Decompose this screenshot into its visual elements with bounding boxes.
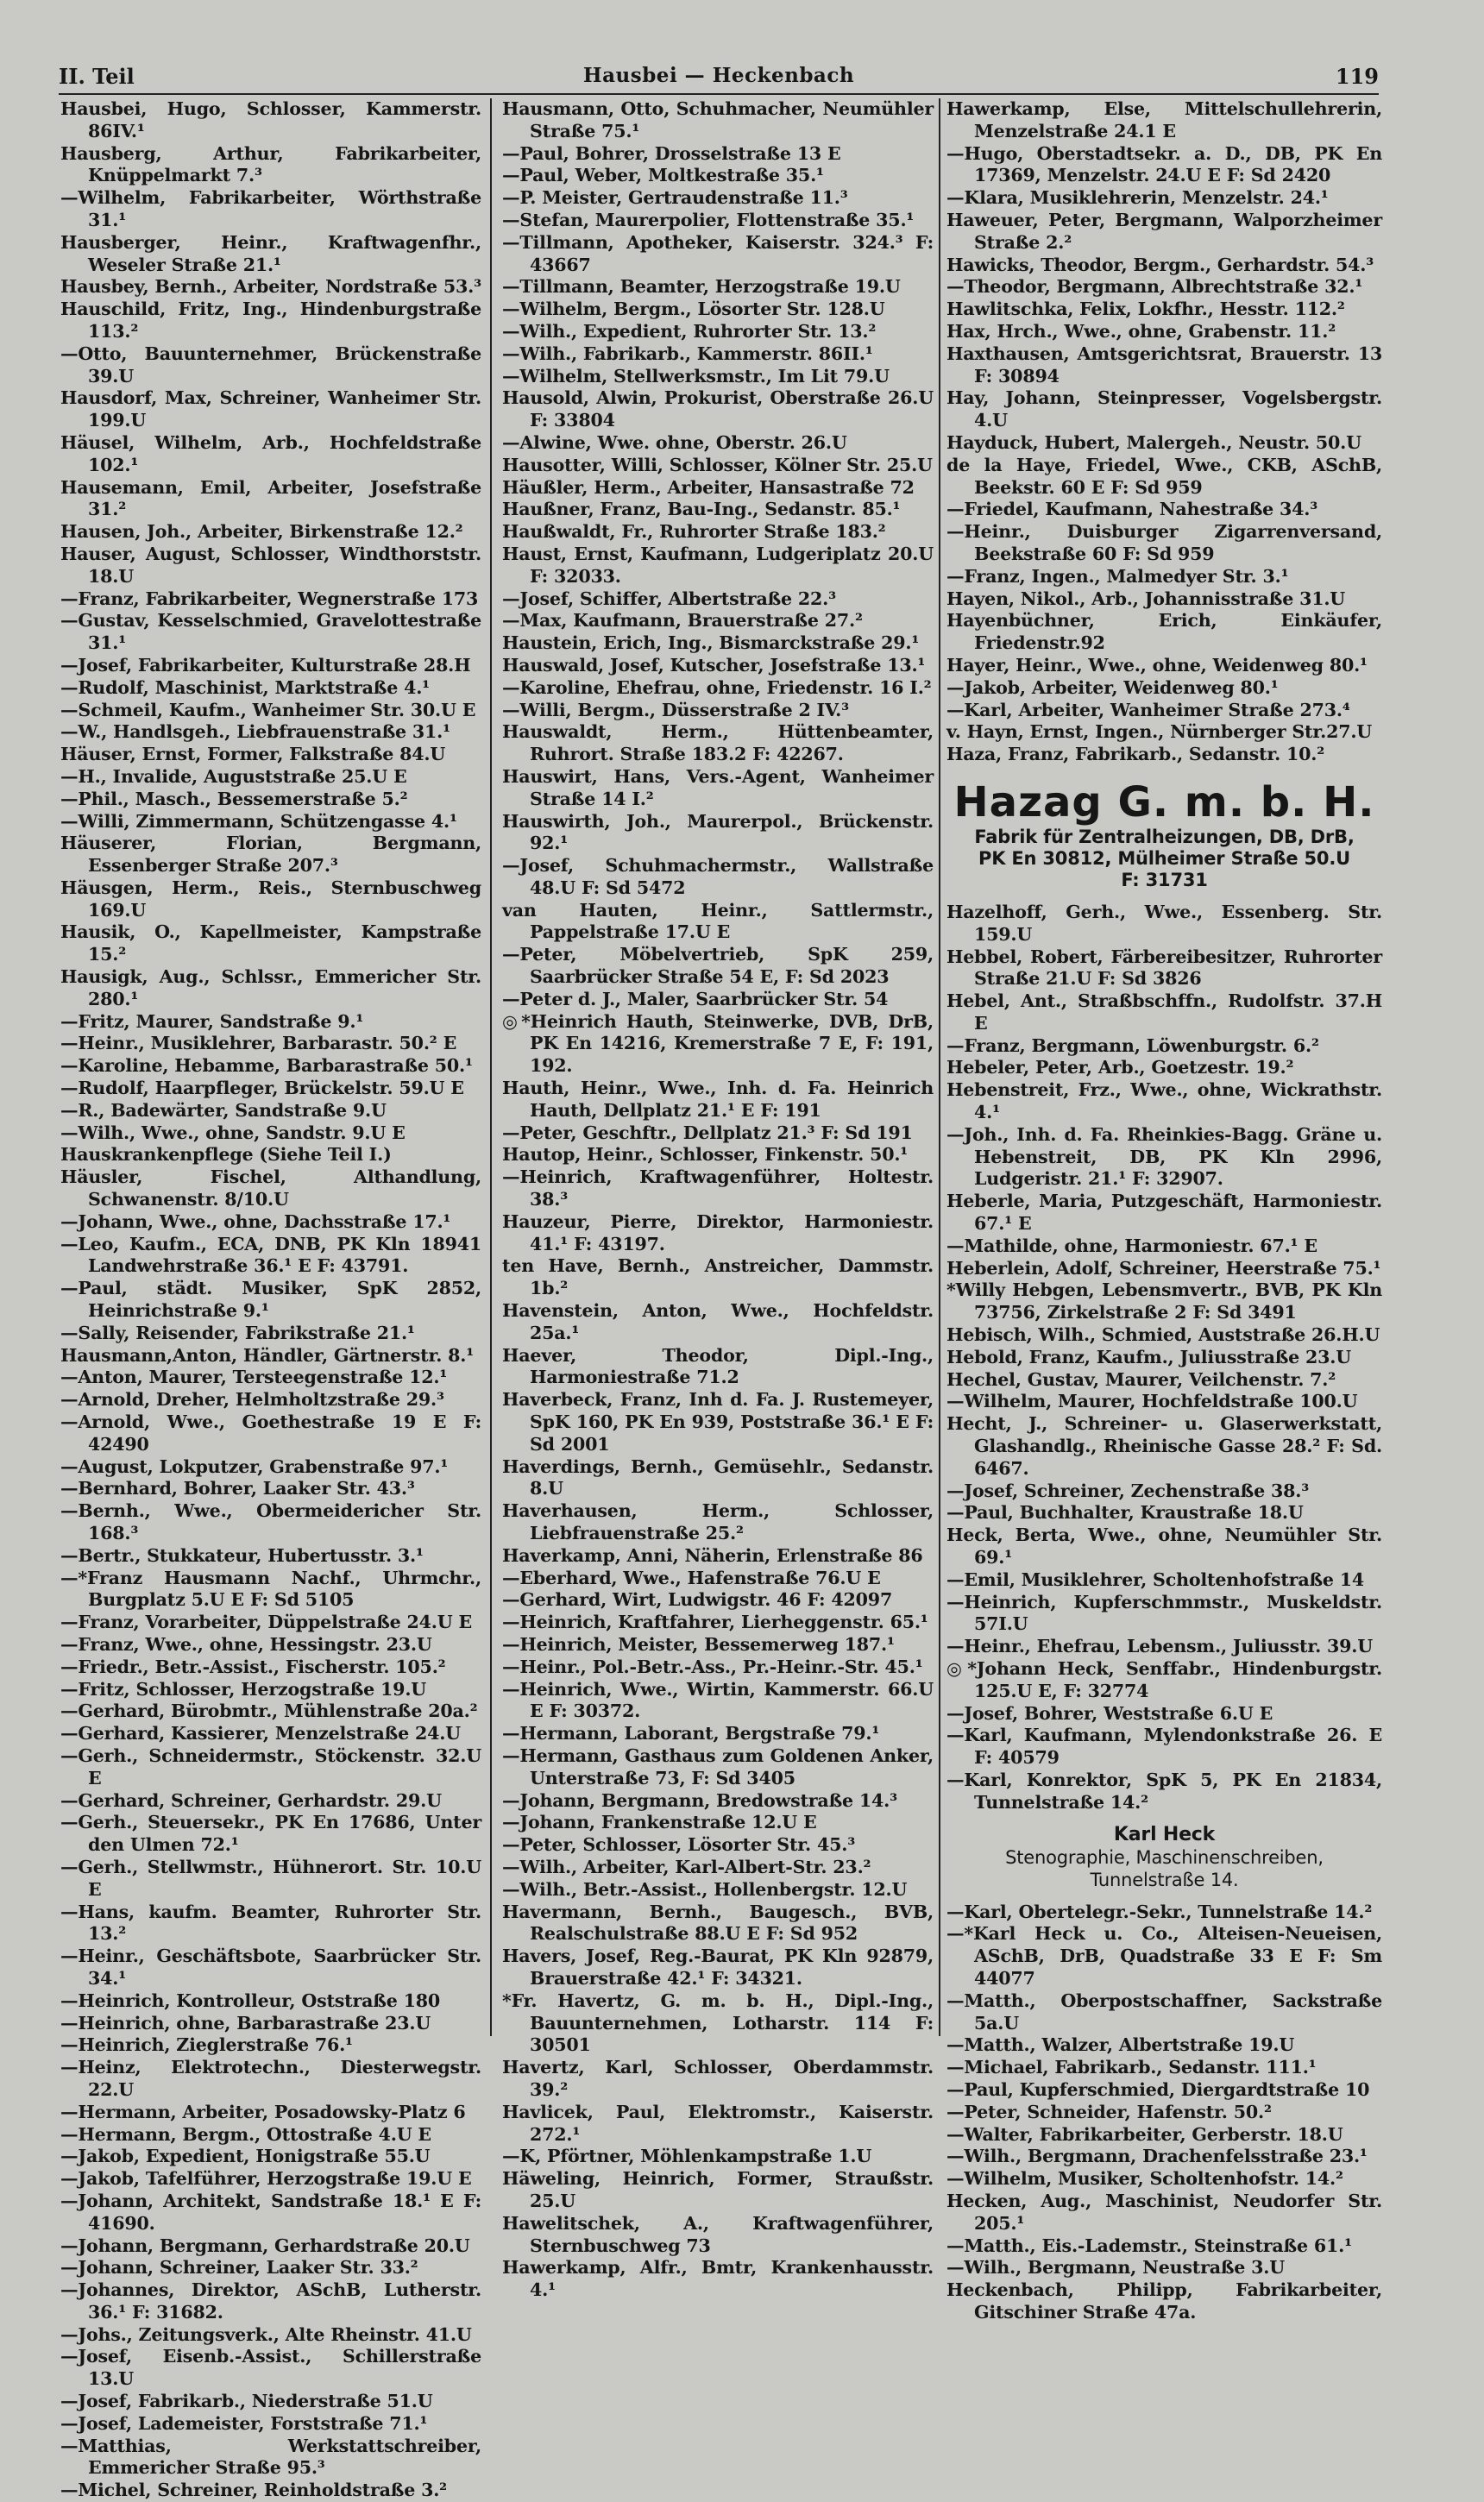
directory-entry: Hausmann,Anton, Händler, Gärtnerstr. 8.¹ (60, 1344, 475, 1366)
directory-entry: —Karoline, Ehefrau, ohne, Friedenstr. 16 I.² (502, 676, 932, 698)
directory-entry: Havers, Josef, Reg.-Baurat, PK Kln 92879, Brauerstraße 42.¹ F: 34321. (502, 1946, 934, 1989)
directory-entry: —Heinr., Pol.-Betr.-Ass., Pr.-Heinr.-Str. 45.¹ (502, 1656, 923, 1677)
directory-entry: —Gerh., Steuersekr., PK En 17686, Unter den Ulmen 72.¹ (60, 1812, 481, 1856)
directory-entry: —Hans, kaufm. Beamter, Ruhrorter Str. 13.² (60, 1901, 481, 1945)
directory-entry: —Wilh., Wwe., ohne, Sandstr. 9.U E (60, 1122, 406, 1143)
directory-entry: —Gustav, Kesselschmied, Gravelottestraße 31.¹ (60, 610, 481, 654)
directory-entry: Hebenstreit, Frz., Wwe., ohne, Wickrathstr. 4.¹ (946, 1079, 1382, 1123)
directory-entry: —Wilh., Fabrikarb., Kammerstr. 86II.¹ (502, 343, 873, 364)
directory-entry: —Alwine, Wwe. ohne, Oberstr. 26.U (502, 431, 847, 453)
directory-entry: —Wilh., Expedient, Ruhrorter Str. 13.² (502, 320, 877, 342)
directory-entry: Haverkamp, Anni, Näherin, Erlenstraße 86 (502, 1544, 923, 1566)
directory-entry: —Peter, Möbelvertrieb, SpK 259, Saarbrücker Straße 54 E, F: Sd 2023 (502, 944, 934, 988)
directory-entry: —Heinrich, Kontrolleur, Oststraße 180 (60, 1990, 440, 2011)
directory-entry: —Wilhelm, Bergm., Lösorter Str. 128.U (502, 299, 885, 320)
header-rule (59, 93, 1379, 95)
directory-entry: Hausbei, Hugo, Schlosser, Kammerstr. 86IV.¹ (60, 98, 481, 141)
directory-entry: —Franz, Fabrikarbeiter, Wegnerstraße 173 (60, 588, 479, 609)
directory-entry: *Willy Hebgen, Lebensmvertr., BVB, PK Kln 73756, Zirkelstraße 2 F: Sd 3491 (946, 1279, 1382, 1323)
directory-entry: —Max, Kaufmann, Brauerstraße 27.² (502, 610, 863, 632)
directory-entry: —Johann, Bergmann, Gerhardstraße 20.U (60, 2235, 470, 2256)
directory-entry: —Otto, Bauunternehmer, Brückenstraße 39.U (60, 343, 481, 387)
directory-entry: —Wilh., Bergmann, Neustraße 3.U (946, 2257, 1286, 2279)
directory-entry: —Johann, Architekt, Sandstraße 18.¹ E F: 41690. (60, 2190, 481, 2234)
directory-entry: —Fritz, Schlosser, Herzogstraße 19.U (60, 1678, 427, 1700)
directory-entry: Hawlitschka, Felix, Lokfhr., Hesstr. 112.² (946, 299, 1345, 320)
directory-entry: Hechel, Gustav, Maurer, Veilchenstr. 7.² (946, 1368, 1336, 1390)
page-range: Hausbei — Heckenbach (582, 64, 855, 87)
directory-entry: —Gerhard, Kassierer, Menzelstraße 24.U (60, 1723, 461, 1744)
directory-entry: —Joh., Inh. d. Fa. Rheinkies-Bagg. Gräne u. Hebenstreit, DB, PK Kln 2996, Ludgeristr. 21.¹ F: 32907. (946, 1123, 1382, 1190)
directory-entry: —Paul, Weber, Moltkestraße 35.¹ (502, 165, 824, 186)
directory-entry: Haustein, Erich, Ing., Bismarckstraße 29.¹ (502, 632, 920, 654)
directory-entry: —Wilhelm, Musiker, Scholtenhofstr. 14.² (946, 2168, 1343, 2190)
directory-entry: —Jakob, Expedient, Honigstraße 55.U (60, 2146, 431, 2167)
directory-entry: Hausberg, Arthur, Fabrikarbeiter, Knüppelmarkt 7.³ (60, 142, 481, 186)
directory-entry: —*Karl Heck u. Co., Alteisen-Neueisen, ASchB, DrB, Quadstraße 33 E F: Sm 44077 (946, 1923, 1382, 1989)
directory-entry: —Josef, Fabrikarb., Niederstraße 51.U (60, 2391, 433, 2412)
directory-entry: —Karl, Kaufmann, Mylendonkstraße 26. E F: 40579 (946, 1725, 1382, 1769)
directory-entry: —Rudolf, Haarpfleger, Brückelstr. 59.U E (60, 1078, 464, 1099)
directory-entry: —Jakob, Tafelführer, Herzogstraße 19.U E (60, 2168, 472, 2190)
directory-entry: —Josef, Schiffer, Albertstraße 22.³ (502, 588, 836, 609)
directory-entry: —Wilhelm, Stellwerksmstr., Im Lit 79.U (502, 365, 890, 387)
directory-entry: Hausberger, Heinr., Kraftwagenfhr., Weseler Straße 21.¹ (60, 231, 481, 275)
directory-entry: Häweling, Heinrich, Former, Straußstr. 25.U (502, 2168, 934, 2211)
column-2 (502, 98, 934, 2301)
directory-entry: Heberle, Maria, Putzgeschäft, Harmoniestr. 67.¹ E (946, 1191, 1382, 1235)
directory-entry: Hebel, Ant., Straßbschffn., Rudolfstr. 37.H E (946, 990, 1382, 1034)
directory-entry: —Leo, Kaufm., ECA, DNB, PK Kln 18941 Landwehrstraße 36.¹ E F: 43791. (60, 1233, 481, 1277)
directory-entry: Hebeler, Peter, Arb., Goetzestr. 19.² (946, 1057, 1294, 1078)
directory-entry: —Jakob, Arbeiter, Weidenweg 80.¹ (946, 676, 1279, 698)
directory-entry: Heberlein, Adolf, Schreiner, Heerstraße 75.¹ (946, 1257, 1381, 1279)
column-1 (60, 98, 481, 2501)
directory-entry: —Gerhard, Bürobmtr., Mühlenstraße 20a.² (60, 1700, 478, 1722)
directory-entry: Häuserer, Florian, Bergmann, Essenberger Straße 207.³ (60, 833, 481, 877)
directory-entry: Heckenbach, Philipp, Fabrikarbeiter, Gitschiner Straße 47a. (946, 2279, 1382, 2323)
directory-entry: Hayer, Heinr., Wwe., ohne, Weidenweg 80.¹ (946, 654, 1368, 676)
directory-entry: —Paul, städt. Musiker, SpK 2852, Heinrichstraße 9.¹ (60, 1278, 481, 1322)
directory-entry: —Peter, Geschftr., Dellplatz 21.³ F: Sd 191 (502, 1122, 913, 1143)
directory-entry: *Fr. Havertz, G. m. b. H., Dipl.-Ing., Bauunternehmen, Lotharstr. 114 F: 30501 (502, 1990, 934, 2056)
directory-entry: —Josef, Eisenb.-Assist., Schillerstraße 13.U (60, 2346, 481, 2390)
directory-entry: —Sally, Reisender, Fabrikstraße 21.¹ (60, 1322, 415, 1343)
directory-entry: Havenstein, Anton, Wwe., Hochfeldstr. 25a.¹ (502, 1300, 934, 1343)
directory-entry: Hausbey, Bernh., Arbeiter, Nordstraße 53.³ (60, 276, 481, 298)
directory-entry: Haza, Franz, Fabrikarb., Sedanstr. 10.² (946, 744, 1325, 765)
directory-entry: Haever, Theodor, Dipl.-Ing., Harmoniestraße 71.2 (502, 1344, 934, 1388)
directory-entry: Hayduck, Hubert, Malergeh., Neustr. 50.U (946, 431, 1361, 453)
directory-entry: Haweuer, Peter, Bergmann, Walporzheimer Straße 2.² (946, 209, 1382, 253)
page-header (59, 59, 1379, 93)
directory-entry: —Johann, Frankenstraße 12.U E (502, 1812, 817, 1833)
directory-entry: Hauzeur, Pierre, Direktor, Harmoniestr. 41.¹ F: 43197. (502, 1210, 934, 1254)
directory-entry: —Gerh., Schneidermstr., Stöckenstr. 32.U E (60, 1744, 481, 1788)
directory-entry: Hausmann, Otto, Schuhmacher, Neumühler Straße 75.¹ (502, 98, 934, 141)
directory-entry: van Hauten, Heinr., Sattlermstr., Pappelstraße 17.U E (502, 899, 934, 943)
directory-entry: Haverbeck, Franz, Inh d. Fa. J. Rustemeyer, SpK 160, PK En 939, Poststraße 36.¹ E F: Sd 2001 (502, 1389, 934, 1455)
directory-entry: —Peter d. J., Maler, Saarbrücker Str. 54 (502, 988, 889, 1009)
directory-entry: —Karl, Konrektor, SpK 5, PK En 21834, Tunnelstraße 14.² (946, 1769, 1382, 1813)
directory-entry: —Franz, Ingen., Malmedyer Str. 3.¹ (946, 565, 1289, 587)
directory-entry: Hausotter, Willi, Schlosser, Kölner Str. 25.U (502, 454, 933, 475)
directory-entry: —Wilh., Arbeiter, Karl-Albert-Str. 23.² (502, 1856, 871, 1877)
directory-entry: —Stefan, Maurerpolier, Flottenstraße 35.¹ (502, 209, 915, 230)
directory-entry: —Gerh., Stellwmstr., Hühnerort. Str. 10.U E (60, 1856, 481, 1900)
directory-entry: —Heinr., Duisburger Zigarrenversand, Beekstraße 60 F: Sd 959 (946, 521, 1382, 564)
directory-entry: —Franz, Wwe., ohne, Hessingstr. 23.U (60, 1633, 432, 1655)
directory-entry: —Gerhard, Schreiner, Gerhardstr. 29.U (60, 1789, 442, 1811)
directory-entry: Hausen, Joh., Arbeiter, Birkenstraße 12.² (60, 521, 463, 543)
directory-entry: Häusler, Fischel, Althandlung, Schwanenstr. 8/10.U (60, 1166, 481, 1210)
directory-entry: Hauswirth, Joh., Maurerpol., Brückenstr. 92.¹ (502, 810, 934, 854)
directory-entry: —Heinrich, Kraftwagenführer, Holtestr. 38.³ (502, 1166, 934, 1210)
directory-entry: —Wilhelm, Fabrikarbeiter, Wörthstraße 31.¹ (60, 187, 481, 230)
directory-entry: —Michel, Schreiner, Reinholdstraße 3.² (60, 2480, 447, 2501)
directory-entry: Hauswaldt, Herm., Hüttenbeamter, Ruhrort. Straße 183.2 F: 42267. (502, 721, 934, 765)
directory-entry: Hecht, J., Schreiner- u. Glaserwerkstatt, Glashandlg., Rheinische Gasse 28.² F: Sd. 6467. (946, 1413, 1382, 1479)
page-number: 119 (1335, 64, 1379, 89)
directory-entry: de la Haye, Friedel, Wwe., CKB, ASchB, Beekstr. 60 E F: Sd 959 (946, 454, 1382, 498)
directory-entry: —Heinr., Geschäftsbote, Saarbrücker Str. 34.¹ (60, 1946, 481, 1989)
directory-entry: Hauswald, Josef, Kutscher, Josefstraße 13.¹ (502, 654, 926, 676)
directory-entry: —Mathilde, ohne, Harmoniestr. 67.¹ E (946, 1235, 1317, 1256)
directory-entry: Hauth, Heinr., Wwe., Inh. d. Fa. Heinrich Hauth, Dellplatz 21.¹ E F: 191 (502, 1078, 934, 1121)
directory-entry: Häusgen, Herm., Reis., Sternbuschweg 169.U (60, 877, 481, 921)
directory-entry: —Heinrich, Zieglerstraße 76.¹ (60, 2034, 353, 2056)
directory-entry: —Johannes, Direktor, ASchB, Lutherstr. 36.¹ F: 31682. (60, 2279, 481, 2323)
directory-entry: —Wilh., Betr.-Assist., Hollenbergstr. 12.U (502, 1878, 908, 1900)
directory-entry: —Walter, Fabrikarbeiter, Gerberstr. 18.U (946, 2123, 1343, 2145)
directory-entry: —Peter, Schlosser, Lösorter Str. 45.³ (502, 1834, 856, 1856)
directory-entry: —Johs., Zeitungsverk., Alte Rheinstr. 41.U (60, 2323, 472, 2345)
directory-entry: —Theodor, Bergmann, Albrechtstraße 32.¹ (946, 276, 1363, 298)
heck-name: Karl Heck (1113, 1823, 1216, 1845)
directory-entry: —Klara, Musiklehrerin, Menzelstr. 24.¹ (946, 187, 1329, 209)
directory-entry: Hauswirt, Hans, Vers.-Agent, Wanheimer Straße 14 I.² (502, 765, 934, 809)
directory-entry: Hayenbüchner, Erich, Einkäufer, Friedenstr.92 (946, 610, 1382, 654)
directory-entry: Hauser, August, Schlosser, Windthorststr. 18.U (60, 543, 481, 587)
directory-entry: Hazelhoff, Gerh., Wwe., Essenberg. Str. 159.U (946, 901, 1382, 945)
directory-entry: —Heinz, Elektrotechn., Diesterwegstr. 22.U (60, 2057, 481, 2100)
directory-entry: Havlicek, Paul, Elektromstr., Kaiserstr. 272.¹ (502, 2101, 934, 2145)
directory-entry: —Johann, Schreiner, Laaker Str. 33.² (60, 2257, 418, 2279)
directory-entry: —Josef, Bohrer, Weststraße 6.U E (946, 1702, 1273, 1724)
directory-entry: —Matth., Oberpostschaffner, Sackstraße 5a.U (946, 1990, 1382, 2034)
directory-entry: Haust, Ernst, Kaufmann, Ludgeriplatz 20.U F: 32033. (502, 543, 934, 587)
directory-entry: —Bernh., Wwe., Obermeidericher Str. 168.³ (60, 1500, 481, 1543)
directory-entry: Hawerkamp, Else, Mittelschullehrerin, Menzelstraße 24.1 E (946, 98, 1382, 141)
directory-entry: Hautop, Heinr., Schlosser, Finkenstr. 50.¹ (502, 1144, 909, 1166)
heck-address: Tunnelstraße 14. (1090, 1869, 1239, 1890)
directory-entry: —Gerhard, Wirt, Ludwigstr. 46 F: 42097 (502, 1589, 893, 1611)
directory-entry: —Willi, Bergm., Düsserstraße 2 IV.³ (502, 699, 849, 720)
directory-entry: —R., Badewärter, Sandstraße 9.U (60, 1099, 387, 1121)
directory-entry: Hawerkamp, Alfr., Bmtr, Krankenhausstr. 4.¹ (502, 2257, 934, 2301)
directory-entry: —P. Meister, Gertraudenstraße 11.³ (502, 187, 848, 209)
directory-entry: —Heinrich, Kupferschmmstr., Muskeldstr. 57I.U (946, 1591, 1382, 1635)
heck-services: Stenographie, Maschinenschreiben, (1005, 1846, 1324, 1868)
directory-entry: —Franz, Bergmann, Löwenburgstr. 6.² (946, 1034, 1319, 1056)
directory-entry: Hawicks, Theodor, Bergm., Gerhardstr. 54.³ (946, 254, 1374, 275)
column-3 (946, 98, 1382, 2323)
section-label: II. Teil (59, 64, 135, 89)
directory-entry: —Hermann, Laborant, Bergstraße 79.¹ (502, 1723, 880, 1744)
directory-entry: Hayen, Nikol., Arb., Johannisstraße 31.U (946, 588, 1346, 609)
directory-entry: Hauschild, Fritz, Ing., Hindenburgstraße 113.² (60, 299, 481, 342)
directory-entry: —Franz, Vorarbeiter, Düppelstraße 24.U E (60, 1612, 472, 1633)
hazag-phone: F: 31731 (1121, 869, 1208, 890)
directory-entry: —Josef, Schuhmachermstr., Wallstraße 48.U F: Sd 5472 (502, 855, 934, 898)
directory-entry: —W., Handlsgeh., Liebfrauenstraße 31.¹ (60, 721, 450, 743)
directory-entry: Haxthausen, Amtsgerichtsrat, Brauerstr. 13 F: 30894 (946, 343, 1382, 387)
hazag-description: Fabrik für Zentralheizungen, DB, DrB, (974, 826, 1355, 847)
directory-entry: —Rudolf, Maschinist, Marktstraße 4.¹ (60, 676, 431, 698)
directory-entry: —Schmeil, Kaufm., Wanheimer Str. 30.U E (60, 699, 476, 720)
directory-entry: —Josef, Schreiner, Zechenstraße 38.³ (946, 1480, 1310, 1501)
directory-entry: Hauskrankenpflege (Siehe Teil I.) (60, 1144, 392, 1166)
directory-entry: —Josef, Lademeister, Forststraße 71.¹ (60, 2412, 428, 2434)
directory-entry: —Bertr., Stukkateur, Hubertusstr. 3.¹ (60, 1544, 424, 1566)
directory-entry: Haverhausen, Herm., Schlosser, Liebfrauenstraße 25.² (502, 1500, 934, 1543)
directory-entry: —Josef, Fabrikarbeiter, Kulturstraße 28.H (60, 654, 471, 676)
directory-entry: Haverdings, Bernh., Gemüsehlr., Sedanstr. 8.U (502, 1455, 934, 1499)
directory-entry: Hausold, Alwin, Prokurist, Oberstraße 26.U F: 33804 (502, 387, 934, 431)
directory-entry: —Johann, Wwe., ohne, Dachsstraße 17.¹ (60, 1210, 451, 1232)
directory-entry: Hay, Johann, Steinpresser, Vogelsbergstr. 4.U (946, 387, 1382, 431)
directory-entry: —Arnold, Dreher, Helmholtzstraße 29.³ (60, 1389, 444, 1411)
directory-entry: Haußner, Franz, Bau-Ing., Sedanstr. 85.¹ (502, 499, 901, 520)
directory-entry: Heck, Berta, Wwe., ohne, Neumühler Str. 69.¹ (946, 1524, 1382, 1568)
directory-entry: —Bernhard, Bohrer, Laaker Str. 43.³ (60, 1478, 415, 1499)
directory-entry: —Paul, Kupferschmied, Diergardtstraße 10 (946, 2078, 1370, 2100)
directory-entry: —Eberhard, Wwe., Hafenstraße 76.U E (502, 1567, 881, 1588)
directory-entry: Häußler, Herm., Arbeiter, Hansastraße 72 (502, 476, 915, 498)
directory-entry: Hebbel, Robert, Färbereibesitzer, Ruhrorter Straße 21.U F: Sd 3826 (946, 946, 1382, 990)
directory-entry: —K, Pförtner, Möhlenkampstraße 1.U (502, 2146, 872, 2167)
directory-entry: Hausik, O., Kapellmeister, Kampstraße 15.² (60, 921, 481, 965)
directory-entry: —Heinr., Ehefrau, Lebensm., Juliusstr. 39.U (946, 1636, 1374, 1657)
hazag-advertisement (946, 778, 1382, 891)
directory-entry: —Hermann, Arbeiter, Posadowsky-Platz 6 (60, 2101, 466, 2122)
directory-entry: —Wilh., Bergmann, Drachenfelsstraße 23.¹ (946, 2146, 1368, 2167)
column-divider (490, 98, 492, 2036)
directory-entry: v. Hayn, Ernst, Ingen., Nürnberger Str.27.U (946, 721, 1373, 743)
directory-entry: Haußwaldt, Fr., Ruhrorter Straße 183.² (502, 521, 886, 543)
directory-entry: —Paul, Bohrer, Drosselstraße 13 E (502, 142, 841, 164)
directory-entry: —Matth., Eis.-Lademstr., Steinstraße 61.¹ (946, 2235, 1352, 2256)
directory-entry: —Heinrich, Kraftfahrer, Lierheggenstr. 65.¹ (502, 1612, 928, 1633)
directory-entry: —Anton, Maurer, Tersteegenstraße 12.¹ (60, 1367, 448, 1388)
hazag-company-name: Hazag G. m. b. H. (953, 777, 1375, 827)
directory-entry: —Phil., Masch., Bessemerstraße 5.² (60, 788, 408, 809)
directory-entry: Havermann, Bernh., Baugesch., BVB, Realschulstraße 88.U E F: Sd 952 (502, 1901, 934, 1945)
directory-entry: —Peter, Schneider, Hafenstr. 50.² (946, 2101, 1272, 2122)
directory-entry: —Hermann, Bergm., Ottostraße 4.U E (60, 2123, 431, 2145)
directory-entry: —Willi, Zimmermann, Schützengasse 4.¹ (60, 810, 457, 832)
directory-entry: —Heinr., Musiklehrer, Barbarastr. 50.² E (60, 1033, 457, 1054)
directory-entry: —Tillmann, Beamter, Herzogstraße 19.U (502, 276, 901, 298)
directory-entry: ◎*Johann Heck, Senffabr., Hindenburgstr. 125.U E, F: 32774 (946, 1658, 1382, 1701)
directory-entry: Häuser, Ernst, Former, Falkstraße 84.U (60, 744, 446, 765)
directory-entry: —August, Lokputzer, Grabenstraße 97.¹ (60, 1455, 449, 1477)
directory-entry: Hebold, Franz, Kaufm., Juliusstraße 23.U (946, 1346, 1352, 1367)
directory-entry: —Paul, Buchhalter, Kraustraße 18.U (946, 1502, 1304, 1524)
hazag-address: PK En 30812, Mülheimer Straße 50.U (978, 847, 1350, 869)
directory-entry: —Karoline, Hebamme, Barbarastraße 50.¹ (60, 1055, 473, 1077)
directory-entry: —Karl, Obertelegr.-Sekr., Tunnelstraße 14.² (946, 1901, 1373, 1922)
directory-entry: Hecken, Aug., Maschinist, Neudorfer Str. 205.¹ (946, 2190, 1382, 2234)
directory-entry: —Johann, Bergmann, Bredowstraße 14.³ (502, 1789, 897, 1811)
directory-entry: —Emil, Musiklehrer, Scholtenhofstraße 14 (946, 1568, 1365, 1590)
heck-advertisement (946, 1823, 1382, 1891)
directory-entry: —Fritz, Maurer, Sandstraße 9.¹ (60, 1010, 364, 1032)
directory-entry: Hausdorf, Max, Schreiner, Wanheimer Str. 199.U (60, 387, 481, 431)
directory-entry: —Friedr., Betr.-Assist., Fischerstr. 105.² (60, 1656, 446, 1677)
directory-entry: —Friedel, Kaufmann, Nahestraße 34.³ (946, 499, 1318, 520)
directory-entry: ◎*Heinrich Hauth, Steinwerke, DVB, DrB, PK En 14216, Kremerstraße 7 E, F: 191, 192. (502, 1010, 934, 1077)
directory-entry: —Wilhelm, Maurer, Hochfeldstraße 100.U (946, 1391, 1358, 1412)
directory-entry: —Arnold, Wwe., Goethestraße 19 E F: 42490 (60, 1411, 481, 1455)
column-divider (939, 98, 940, 2036)
directory-entry: —Heinrich, Meister, Bessemerweg 187.¹ (502, 1633, 895, 1655)
directory-entry: Hawelitschek, A., Kraftwagenführer, Sternbuschweg 73 (502, 2212, 934, 2256)
directory-entry: Hax, Hrch., Wwe., ohne, Grabenstr. 11.² (946, 320, 1336, 342)
directory-entry: —Hermann, Gasthaus zum Goldenen Anker, Unterstraße 73, F: Sd 3405 (502, 1744, 934, 1788)
directory-entry: —Matth., Walzer, Albertstraße 19.U (946, 2034, 1295, 2056)
directory-entry: —Heinrich, Wwe., Wirtin, Kammerstr. 66.U E F: 30372. (502, 1678, 934, 1722)
directory-entry: —Karl, Arbeiter, Wanheimer Straße 273.⁴ (946, 699, 1350, 720)
directory-entry: Havertz, Karl, Schlosser, Oberdammstr. 39.² (502, 2057, 934, 2100)
directory-entry: ten Have, Bernh., Anstreicher, Dammstr. 1b.² (502, 1255, 934, 1299)
directory-entry: —Tillmann, Apotheker, Kaiserstr. 324.³ F: 43667 (502, 231, 934, 275)
directory-entry: Hausemann, Emil, Arbeiter, Josefstraße 31.² (60, 476, 481, 520)
directory-entry: —Heinrich, ohne, Barbarastraße 23.U (60, 2012, 431, 2034)
directory-entry: —H., Invalide, Auguststraße 25.U E (60, 765, 407, 787)
directory-entry: Hebisch, Wilh., Schmied, Auststraße 26.H.U (946, 1324, 1380, 1346)
directory-entry: —Hugo, Oberstadtsekr. a. D., DB, PK En 17369, Menzelstr. 24.U E F: Sd 2420 (946, 142, 1382, 186)
directory-entry: —Matthias, Werkstattschreiber, Emmericher Straße 95.³ (60, 2435, 481, 2479)
directory-entry: Häusel, Wilhelm, Arb., Hochfeldstraße 102.¹ (60, 431, 481, 475)
directory-entry: —*Franz Hausmann Nachf., Uhrmchr., Burgplatz 5.U E F: Sd 5105 (60, 1567, 481, 1611)
directory-entry: —Michael, Fabrikarb., Sedanstr. 111.¹ (946, 2057, 1317, 2078)
directory-entry: Hausigk, Aug., Schlssr., Emmericher Str. 280.¹ (60, 966, 481, 1009)
